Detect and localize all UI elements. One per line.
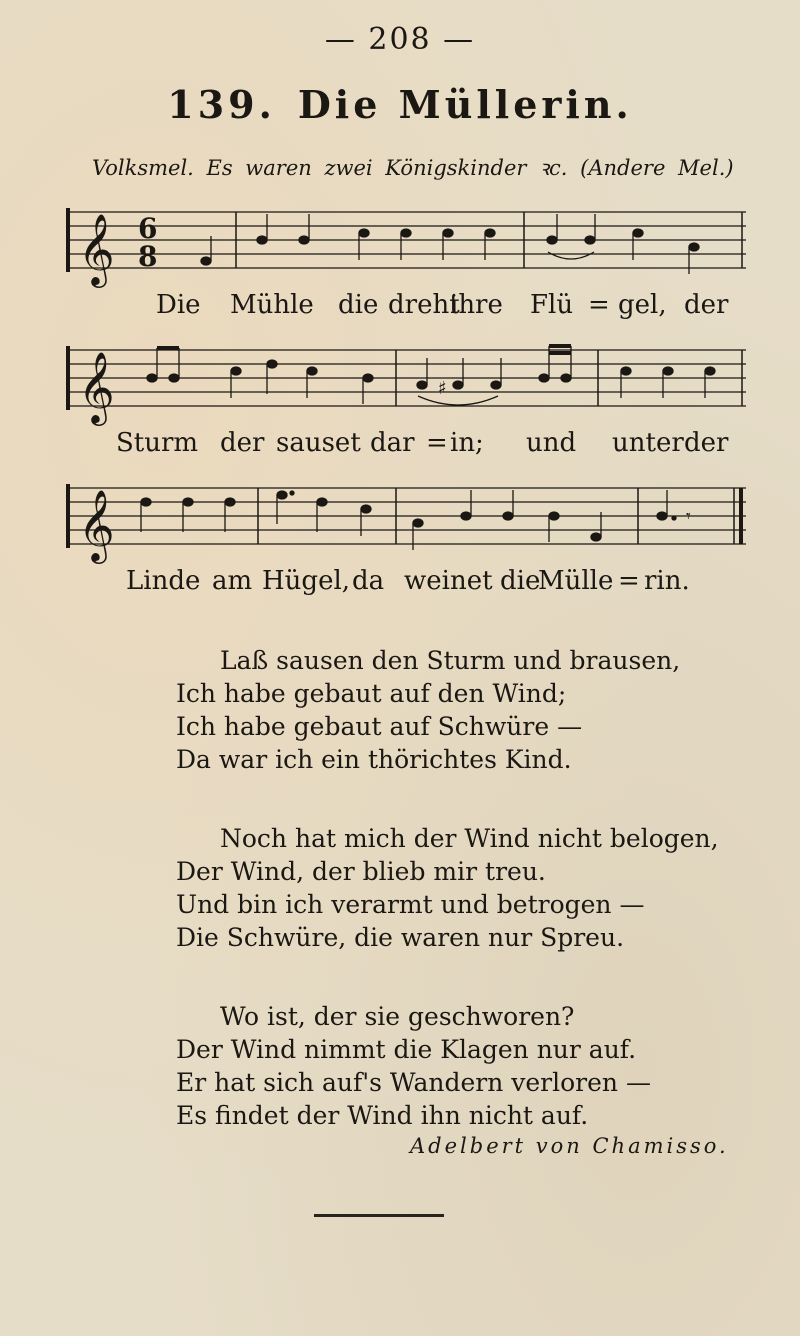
stanza-3 <box>176 1000 736 1132</box>
author-signature: Adelbert von Chamisso. <box>410 1134 729 1158</box>
stanza-line: Er hat sich auf's Wandern verloren — <box>176 1068 651 1097</box>
lyric-line-2: Sturm der sauset dar = in; und unter der <box>116 428 729 458</box>
song-title-text: Die Müllerin. <box>297 82 633 127</box>
time-signature-bottom: 8 <box>138 240 158 273</box>
music-staff-3 <box>66 476 746 566</box>
stanza-line: Noch hat mich der Wind nicht belogen, <box>220 824 719 853</box>
end-rule <box>314 1214 444 1217</box>
melody-note: Volksmel. Es waren zwei Königskinder ꝛc. (Andere Mel.) <box>92 156 734 180</box>
lyric-line-3: Linde am Hügel, da weinet die Mülle = rin. <box>126 566 690 596</box>
svg-text:♯: ♯ <box>438 378 447 399</box>
stanza-line: Der Wind nimmt die Klagen nur auf. <box>176 1035 637 1064</box>
notes-staff-1 <box>201 214 699 274</box>
notes-staff-2 <box>147 346 715 404</box>
rest-icon: 𝄾 <box>686 506 691 527</box>
stanza-line: Die Schwüre, die waren nur Spreu. <box>176 923 625 952</box>
stanza-line: Laß sausen den Sturm und brausen, <box>220 646 681 675</box>
treble-clef-icon: 𝄞 <box>78 488 115 561</box>
music-staff-2 <box>66 338 746 428</box>
song-number: 139. <box>167 82 276 127</box>
song-title <box>0 82 800 127</box>
treble-clef-icon: 𝄞 <box>78 350 115 423</box>
stanza-line: Und bin ich verarmt und betrogen — <box>176 890 645 919</box>
stanza-line: Wo ist, der sie geschworen? <box>220 1002 575 1031</box>
stanza-line: Der Wind, der blieb mir treu. <box>176 857 546 886</box>
time-signature-top: 6 <box>138 212 158 245</box>
stanza-1 <box>176 644 736 776</box>
stanza-line: Ich habe gebaut auf Schwüre — <box>176 712 583 741</box>
lyric-line-1: Die Mühle die dreht ihre Flü = gel, der <box>156 290 729 320</box>
stanza-line: Ich habe gebaut auf den Wind; <box>176 679 567 708</box>
page-number: — 208 — <box>324 22 476 57</box>
treble-clef-icon: 𝄞 <box>78 212 115 285</box>
stanza-line: Da war ich ein thörichtes Kind. <box>176 745 572 774</box>
music-staff-1 <box>66 200 746 290</box>
stanza-2 <box>176 822 736 954</box>
notes-staff-3 <box>141 490 691 550</box>
stanza-line: Es findet der Wind ihn nicht auf. <box>176 1101 589 1130</box>
